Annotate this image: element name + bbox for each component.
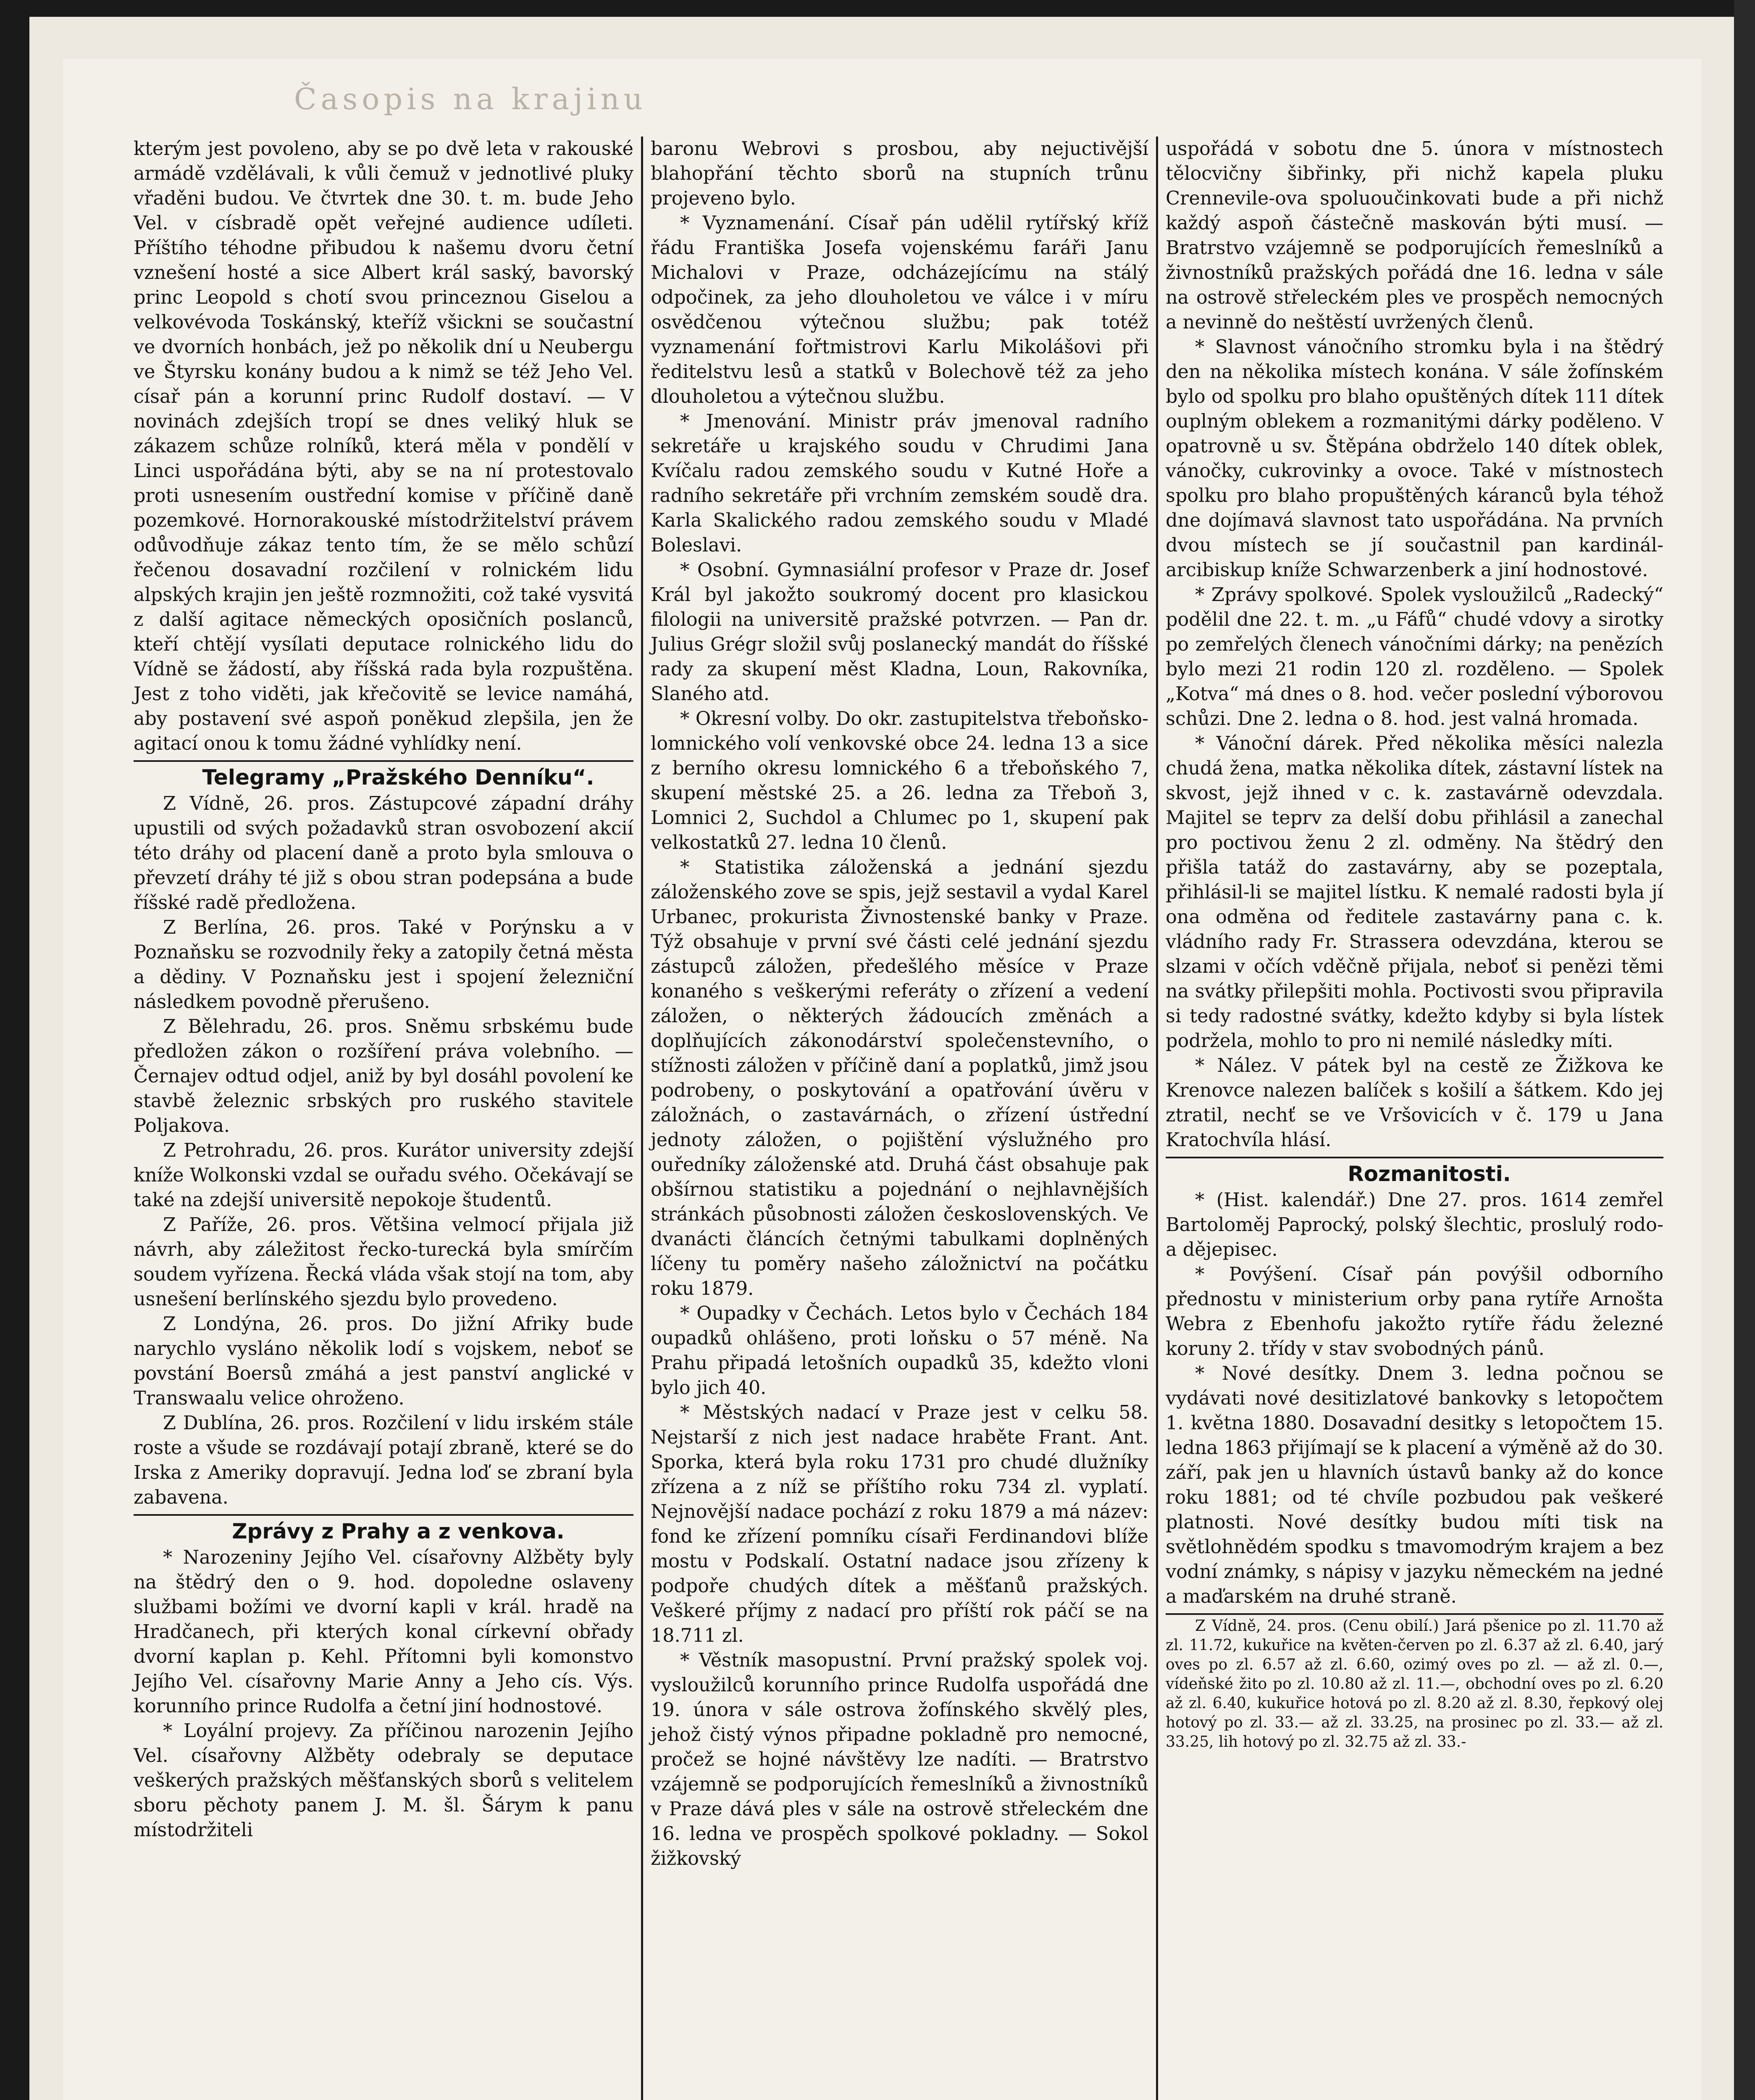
article-columns (126, 136, 1672, 2100)
article-paragraph: * Jmenování. Ministr práv jmenoval radního sekretáře u krajského soudu v Chrudimi Jana Kvíčalu radou zemského soudu v Kutné Hoře a radního sekretáře při vrchním zemském soudě dra. Karla Skalického radou zemského soudu v Mladé Boleslavi. (651, 411, 1148, 556)
column-1 (126, 136, 641, 2100)
article-paragraph: Z Bělehradu, 26. pros. Sněmu srbskému bude předložen zákon o rozšíření práva volebního. — Černajev odtud odjel, aniž by byl dosáhl povolení ke stavbě železnic srbských pro ruského stavitele Poljakova. (134, 1016, 633, 1137)
market-report: Z Vídně, 24. pros. (Cenu obilí.) Jará pšenice po zl. 11.70 až zl. 11.72, kukuřice na květen-červen po zl. 6.37 až zl. 6.40, jarý oves po zl. 6.57 až zl. 6.60, ozimý oves po zl. — až zl. 0.—, vídeňské žito po zl. 10.80 až zl. 11.—, obchodní oves po zl. 6.20 až zl. 6.40, kukuřice hotová po zl. 8.20 až zl. 8.30, řepkový olej hotový po zl. 33.— až zl. 33.25, na prosinec po zl. 33.— až zl. 33.25, lih hotový po zl. 32.75 až zl. 33.- (1166, 1617, 1663, 1751)
article-paragraph: uspořádá v sobotu dne 5. února v místnostech tělocvičny šibřinky, při nichž kapela pluku Crennevile-ova spoluoučinkovati bude a při nichž každý aspoň částečně maskován býti musí. — Bratrstvo vzájemně se podporujících řemeslníků a živnostníků pražských pořádá dne 16. ledna v sále na ostrově střeleckém ples ve prospěch nemocných a nevinně do neštěstí uvržených členů. (1166, 138, 1663, 333)
article-paragraph: kterým jest povoleno, aby se po dvě leta v rakouské armádě vzdělávali, k vůli čemuž v jednotlivé pluky vřaděni budou. Ve čtvrtek dne 30. t. m. bude Jeho Vel. v císbradě opět veřejné audience udíleti. Příštího téhodne přibudou k našemu dvoru četní vznešení hosté a sice Albert král saský, bavorský princ Leopold s chotí svou princeznou Giselou a velkovévoda Toskánský, kteříž všickni se součastní ve dvorních honbách, jež po několik dní u Neubergu ve Štyrsku konány budou a k nimž se též Jeho Vel. císař pán a korunní princ Rudolf dostaví. — V novinách zdejších tropí se dnes veliký hluk se zákazem schůze rolníků, která měla v pondělí v Linci uspořádána býti, aby se na ní protestovalo proti usnesením oustřední komise v příčině daně pozemkové. Hornorakouské místodržitelství právem odůvodňuje zákaz tento tím, že se mělo schůzí řečenou dosavadní rozčilení v rolnickém lidu alpských krajin jen ještě rozmnožiti, což také vysvitá z další agitace německých oposičních poslanců, kteří chtějí vysílati deputace rolnického lidu do Vídně se žádostí, aby říšská rada byla rozpuštěna. Jest z toho viděti, jak křečovitě se levice namáhá, aby postavení své aspoň poněkud zlepšila, jen že agitací onou k tomu žádné vyhlídky není. (134, 138, 633, 754)
scan-edge-right (1734, 0, 1755, 2100)
section-divider (1166, 1157, 1663, 1158)
article-paragraph: * Věstník masopustní. První pražský spolek voj. vysloužilců korunního prince Rudolfa uspořádá dne 19. února v sále ostrova žofínského skvělý ples, jehož čistý výnos připadne pokladně pro nemocné, pročež se hojné návštěvy lze nadíti. — Bratrstvo vzájemně se podporujících řemeslníků a živnostníků v Praze dává ples v sále na ostrově střeleckém dne 16. ledna ve prospěch spolkové pokladny. — Sokol žižkovský (651, 1650, 1148, 1869)
article-paragraph: * (Hist. kalendář.) Dne 27. pros. 1614 zemřel Bartoloměj Paprocký, polský šlechtic, proslulý rodo- a dějepisec. (1166, 1189, 1663, 1260)
scan-edge-left (0, 0, 29, 2100)
section-divider (134, 760, 633, 762)
article-paragraph: Z Berlína, 26. pros. Také v Porýnsku a v Poznaňsku se rozvodnily řeky a zatopily četná města a dědiny. V Poznaňsku jest i spojení železniční následkem povodně přerušeno. (134, 917, 633, 1013)
bleed-through-header: Časopis na krajinu (294, 82, 647, 116)
article-paragraph: * Osobní. Gymnasiální profesor v Praze dr. Josef Král byl jakožto soukromý docent pro klasickou filologii na universitě pražské potvrzen. — Pan dr. Julius Grégr složil svůj poslanecký mandát do říšské rady za skupení měst Kladna, Loun, Rakovníka, Slaného atd. (651, 559, 1148, 705)
article-paragraph: * Oupadky v Čechách. Letos bylo v Čechách 184 oupadků ohlášeno, proti loňsku o 57 méně. Na Prahu připadá letošních oupadků 35, kdežto vloni bylo jich 40. (651, 1303, 1148, 1399)
article-paragraph: * Statistika záloženská a jednání sjezdu záloženského zove se spis, jejž sestavil a vydal Karel Urbanec, prokurista Živnostenské banky v Praze. Týž obsahuje v první své části celé jednání sjezdu zástupců záložen, předešlého měsíce v Praze konaného s veškerými referáty o zřízení a vedení záložen, o některých žádoucích změnách a doplňujících zákonodárství společenstevního, o stížnosti záložen v příčině daní a poplatků, jimž jsou podrobeny, o poskytování a opatřování úvěru v záložnách, o zastavárnách, o zřízení ústřední jednoty záložen, o pojištění výslužného pro ouředníky záloženské atd. Druhá část obsahuje pak obšírnou statistiku a pojednání o nejhlavnějších stránkách působnosti záložen československých. Ve dvanácti článcích četnými tabulkami doplněných líčeny tu poměry našeho záložnictví na počátku roku 1879. (651, 857, 1148, 1299)
article-paragraph: baronu Webrovi s prosbou, aby nejuctivější blahopřání těchto sborů na stupních trůnu projeveno bylo. (651, 138, 1148, 209)
column-3 (1156, 136, 1671, 2100)
article-paragraph: * Povýšení. Císař pán povýšil odborního přednostu v ministerium orby pana rytíře Arnošta Webra z Ebenhofu jakožto rytíře řádu železné koruny 2. třídy v stav svobodných pánů. (1166, 1264, 1663, 1360)
section-divider (134, 1514, 633, 1516)
article-paragraph: * Loyální projevy. Za příčinou narozenin Jejího Vel. císařovny Alžběty odebraly se deputace veškerých pražských měšťanských sborů s velitelem sboru pěchoty panem J. M. šl. Šárym k panu místodržiteli (134, 1720, 633, 1841)
article-paragraph: * Vánoční dárek. Před několika měsíci nalezla chudá žena, matka několika dítek, zástavní lístek na skvost, jejž ihned v c. k. zastavárně odevzdala. Majitel se teprv za delší dobu přihlásil a zanechal pro poctivou ženu 2 zl. odměny. Na štědrý den přišla tatáž do zastavárny, aby se pozeptala, přihlásil-li se majitel lístku. K nemalé radosti byla jí ona odměna od ředitele zastavárny pana c. k. vládního rady Fr. Strassera odevzdána, kterou se slzami v očích vděčně přijala, neboť si penězi těmi na svátky přilepšiti mohla. Poctivosti svou připravila si tedy radostné svátky, kdežto kdyby si byla lístek podržela, mohlo to pro ni nemilé následky míti. (1166, 733, 1663, 1052)
article-paragraph: * Zprávy spolkové. Spolek vysloužilců „Radecký“ podělil dne 22. t. m. „u Fáfů“ chudé vdovy a sirotky po zemřelých členech vánočními dárky; na penězích bylo mezi 21 rodin 120 zl. rozděleno. — Spolek „Kotva“ má dnes o 8. hod. večer poslední výborovou schůzi. Dne 2. ledna o 8. hod. jest valná hromada. (1166, 584, 1663, 730)
scan-edge-top (0, 0, 1755, 17)
article-paragraph: * Městských nadací v Praze jest v celku 58. Nejstarší z nich jest nadace hraběte Frant. Ant. Sporka, která byla roku 1731 pro chudé dlužníky zřízena a z níž se příštího roku 734 zl. vyplatí. Nejnovější nadace pochází z roku 1879 a má název: fond ke zřízení pomníku císaři Ferdinandovi blíže mostu v Podskalí. Ostatní nadace jsou zřízeny k podpoře chudých dítek a měšťanů pražských. Veškeré příjmy z nadací pro příští rok páčí se na 18.711 zl. (651, 1402, 1148, 1646)
article-paragraph: * Slavnost vánočního stromku byla i na štědrý den na několika místech konána. V sále žofínském bylo od spolku pro blaho opuštěných dítek 111 dítek ouplným oblekem a rozmanitými dárky poděleno. V opatrovně u sv. Štěpána obdrželo 140 dítek oblek, vánočky, cukrovinky a ovoce. Také v místnostech spolku pro blaho propuštěných káranců byla téhož dne dojímavá slavnost tato uspořádána. Na prvních dvou místech se jí součastnil pan kardinál-arcibiskup kníže Schwarzenberk a jiní hodnostové. (1166, 336, 1663, 581)
article-paragraph: * Nález. V pátek byl na cestě ze Žižkova ke Krenovce nalezen balíček s košilí a šátkem. Kdo jej ztratil, nechť se ve Vršovicích v č. 179 u Jana Kratochvíla hlásí. (1166, 1055, 1663, 1151)
article-paragraph: * Okresní volby. Do okr. zastupitelstva třeboňsko-lomnického volí venkovské obce 24. ledna 13 a sice z berního okresu lomnického 6 a třeboňského 7, skupení městské 25. a 26. ledna za Třeboň 3, Lomnici 2, Suchdol a Chlumec po 1, skupení pak velkostatků 27. ledna 10 členů. (651, 708, 1148, 853)
article-paragraph: * Narozeniny Jejího Vel. císařovny Alžběty byly na štědrý den o 9. hod. dopoledne oslaveny službami božími ve dvorní kapli v král. hradě na Hradčanech, při kterých konal církevní obřady dvorní kaplan p. Kehl. Přítomni byli komonstvo Jejího Vel. císařovny Marie Anny a Jeho cís. Výs. korunního prince Rudolfa a četní jiní hodnostové. (134, 1547, 633, 1717)
section-heading: Rozmanitosti. (1348, 1162, 1511, 1186)
article-paragraph: Z Petrohradu, 26. pros. Kurátor university zdejší kníže Wolkonski vzdal se ouřadu svého. Očekávají se také na zdejší universitě nepokoje študentů. (134, 1140, 633, 1211)
article-paragraph: Z Vídně, 26. pros. Zástupcové západní dráhy upustili od svých požadavků stran osvobození akcií této dráhy od placení daně a proto byla smlouva o převzetí dráhy té již s obou stran podepsána a bude říšské radě předložena. (134, 793, 633, 914)
section-divider (1166, 1613, 1663, 1615)
section-heading: Zprávy z Prahy a z venkova. (232, 1519, 565, 1544)
column-2 (641, 136, 1156, 2100)
article-paragraph: * Nové desítky. Dnem 3. ledna počnou se vydávati nové desitizlatové bankovky s letopočtem 1. května 1880. Dosavadní desitky s letopočtem 15. ledna 1863 přijímají se k placení a výměně až do 30. září, pak jen u hlavních ústavů banky až do konce roku 1881; od té chvíle pozbudou pak veškeré platnosti. Nové desítky budou míti tisk na světlohnědém spodku s tmavomodrým krajem a bez vodní známky, s nápisy v jazyku německém na jedné a maďarském na druhé straně. (1166, 1363, 1663, 1607)
article-paragraph: Z Londýna, 26. pros. Do jižní Afriky bude narychlo vysláno několik lodí s vojskem, neboť se povstání Boersů zmáhá a jest panství anglické v Transwaalu velice ohroženo. (134, 1313, 633, 1409)
section-heading: Telegramy „Pražského Denníku“. (202, 765, 594, 790)
article-paragraph: Z Paříže, 26. pros. Většina velmocí přijala již návrh, aby záležitost řecko-turecká byla smírčím soudem vyřízena. Řecká vláda však stojí na tom, aby usnešení berlínského sjezdu bylo provedeno. (134, 1214, 633, 1310)
article-paragraph: Z Dublína, 26. pros. Rozčilení v lidu irském stále roste a všude se rozdávají potají zbraně, které se do Irska z Ameriky dopravují. Jedna loď se zbraní byla zabavena. (134, 1412, 633, 1508)
article-paragraph: * Vyznamenání. Císař pán udělil rytířský kříž řádu Františka Josefa vojenskému faráři Janu Michalovi v Praze, odcházejícímu na stálý odpočinek, za jeho dlouholetou ve válce i v míru osvědčenou výtečnou službu; pak totéž vyznamenání fořtmistrovi Karlu Mikolášovi při ředitelstvu lesů a statků v Bolechově též za jeho dlouholetou a výtečnou službu. (651, 213, 1148, 407)
